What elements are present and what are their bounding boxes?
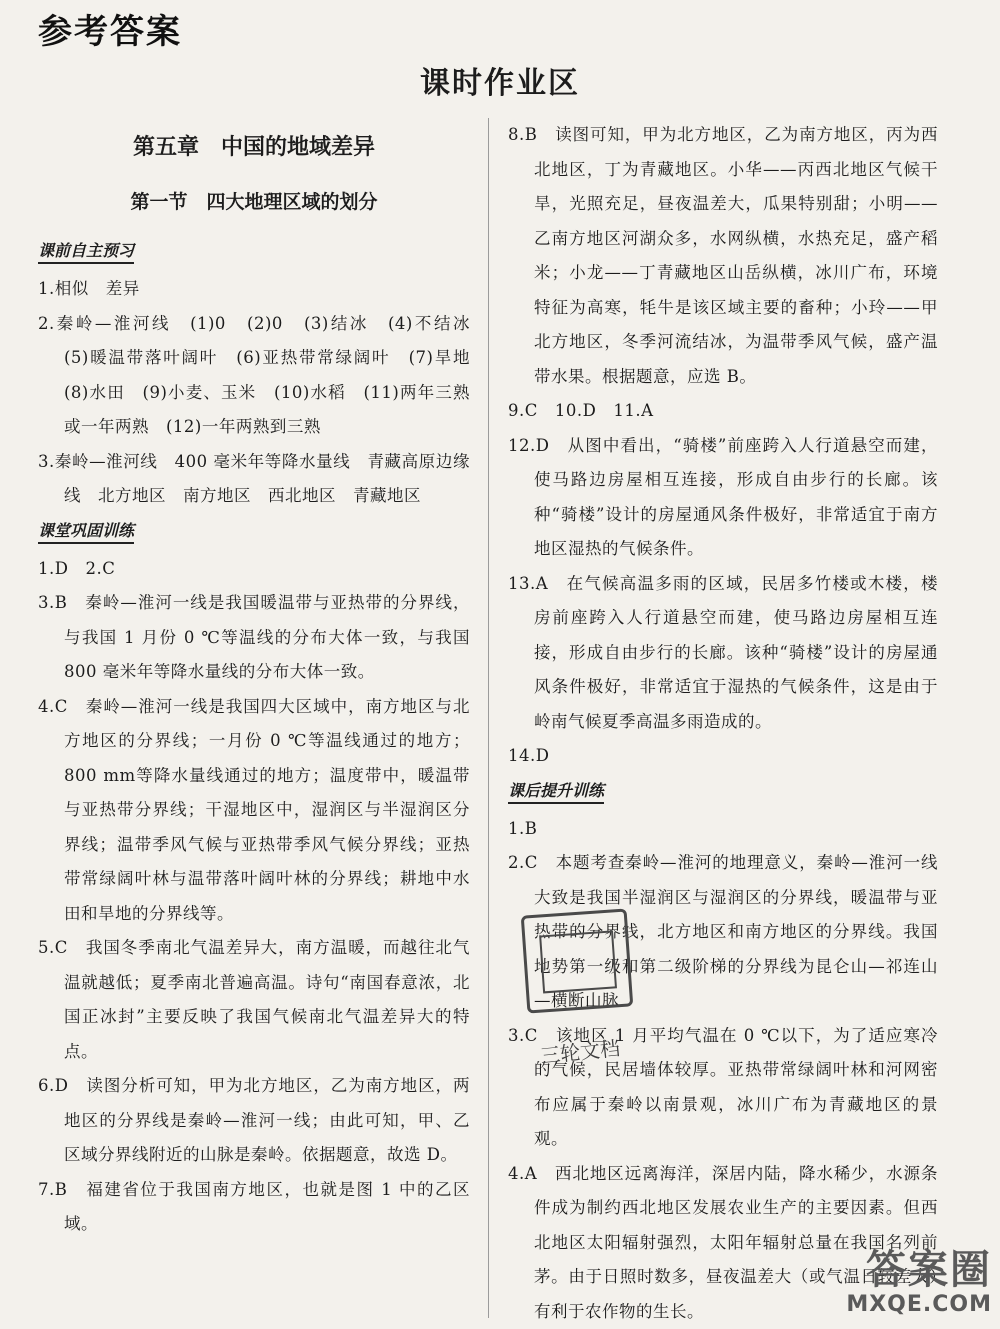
answer-header-tag: 参考答案 [38, 4, 182, 53]
answer-item: 1.相似 差异 [38, 272, 470, 307]
section-title: 第一节 四大地理区域的划分 [38, 187, 470, 214]
answer-item: 3.秦岭—淮河线 400 毫米年等降水量线 青藏高原边缘线 北方地区 南方地区 西北地区 青藏地区 [38, 445, 470, 514]
answer-item: 5.C 我国冬季南北气温差异大，南方温暖，而越往北气温就越低；夏季南北普遍高温。诗句“南国春意浓，北国正冰封”主要反映了我国气候南北气温差异大的特点。 [38, 931, 470, 1069]
answer-item: 9.C 10.D 11.A [508, 394, 938, 429]
answer-item: 12.D 从图中看出，“骑楼”前座跨入人行道悬空而建，使马路边房屋相互连接，形成自由步行的长廊。该种“骑楼”设计的房屋通风条件极好，非常适宜于南方地区湿热的气候条件。 [508, 429, 938, 567]
site-watermark [842, 1248, 992, 1324]
answer-item: 2.C 本题考查秦岭—淮河的地理意义，秦岭—淮河一线大致是我国半湿润区与湿润区的分界线，暖温带与亚热带的分界线，北方地区和南方地区的分界线。我国地势第一级和第二级阶梯的分界线为昆仑山—祁连山—横断山脉 [508, 846, 938, 1019]
answer-item: 7.B 福建省位于我国南方地区，也就是图 1 中的乙区域。 [38, 1173, 470, 1242]
answer-item: 4.A 西北地区远离海洋，深居内陆，降水稀少，水源条件成为制约西北地区发展农业生产的主要因素。但西北地区太阳辐射强烈，太阳年辐射总量在我国名列前茅。由于日照时数多，昼夜温差大（或气温日较差大）有利于农作物的生长。 [508, 1157, 938, 1329]
answer-item: 2.秦岭—淮河线 (1)0 (2)0 (3)结冰 (4)不结冰 (5)暖温带落叶阔叶 (6)亚热带常绿阔叶 (7)旱地 (8)水田 (9)小麦、玉米 (10)水稻 (11)两年三熟或一年两熟 (12)一年两熟到三熟 [38, 307, 470, 445]
answer-item: 4.C 秦岭—淮河一线是我国四大区域中，南方地区与北方地区的分界线；一月份 0 ℃等温线通过的地方；800 mm等降水量线通过的地方；温度带中，暖温带与亚热带分界线；干湿地区中，湿润区与半湿润区分界线；温带季风气候与亚热带季风气候分界线；亚热带常绿阔叶林与温带落叶阔叶林的分界线；耕地中水田和旱地的分界线等。 [38, 690, 470, 932]
answer-item: 3.B 秦岭—淮河一线是我国暖温带与亚热带的分界线，与我国 1 月份 0 ℃等温线的分布大体一致，与我国 800 毫米年等降水量线的分布大体一致。 [38, 586, 470, 690]
answer-item: 1.D 2.C [38, 552, 470, 587]
watermark-logo-text: 答案圈 [842, 1248, 992, 1292]
stamp-label: 三轮文档 [539, 1032, 622, 1069]
answer-item: 13.A 在气候高温多雨的区域，民居多竹楼或木楼，楼房前座跨入人行道悬空而建，使马路边房屋相互连接，形成自由步行的长廊。该种“骑楼”设计的房屋通风条件极好，非常适宜于湿热的气候条件，这是由于岭南气候夏季高温多雨造成的。 [508, 567, 938, 740]
stamp-inner-box [539, 930, 617, 993]
watermark-url: MXQE.COM [842, 1292, 992, 1317]
page-title: 课时作业区 [0, 58, 1000, 102]
chapter-title: 第五章 中国的地域差异 [38, 130, 470, 161]
heading-pre-study: 课前自主预习 [38, 238, 134, 264]
answer-item: 6.D 读图分析可知，甲为北方地区，乙为南方地区，两地区的分界线是秦岭—淮河一线；由此可知，甲、乙区域分界线附近的山脉是秦岭。依据题意，故选 D。 [38, 1069, 470, 1173]
column-divider [488, 118, 489, 1318]
answer-item: 1.B [508, 812, 938, 847]
heading-after-class: 课后提升训练 [508, 778, 604, 804]
ink-stamp-mark [521, 908, 634, 1013]
answer-item: 3.C 该地区 1 月平均气温在 0 ℃以下，为了适应寒冷的气候，民居墙体较厚。亚热带常绿阔叶林和河网密布应属于秦岭以南景观，冰川广布为青藏地区的景观。 [508, 1019, 938, 1157]
heading-class-practice: 课堂巩固训练 [38, 518, 134, 544]
left-column [38, 118, 470, 1242]
answer-item: 14.D [508, 739, 938, 774]
right-column [508, 118, 938, 1329]
answer-item: 8.B 读图可知，甲为北方地区，乙为南方地区，丙为西北地区，丁为青藏地区。小华——丙西北地区气候干旱，光照充足，昼夜温差大，瓜果特别甜；小明——乙南方地区河湖众多，水网纵横，水热充足，盛产稻米；小龙——丁青藏地区山岳纵横，冰川广布，环境特征为高寒，牦牛是该区域主要的畜种；小玲——甲北方地区，冬季河流结冰，为温带季风气候，盛产温带水果。根据题意，应选 B。 [508, 118, 938, 394]
